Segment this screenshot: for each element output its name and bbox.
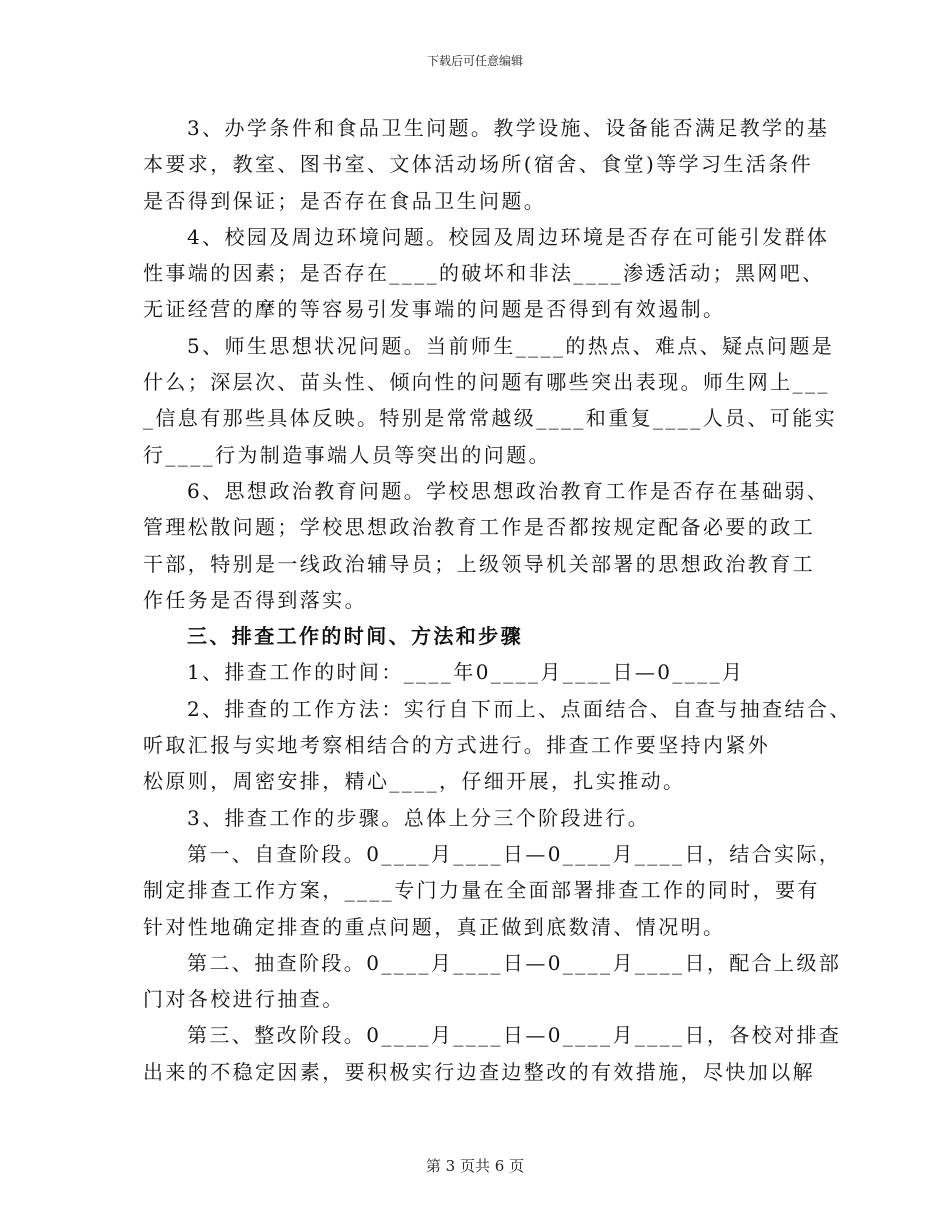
text-line: 是否得到保证；是否存在食品卫生问题。 xyxy=(143,188,547,213)
text-line: 针对性地确定排查的重点问题，真正做到底数清、情况明。 xyxy=(143,914,726,939)
text-line: 听取汇报与实地考察相结合的方式进行。排查工作要坚持内紧外 xyxy=(143,733,771,758)
text-line: 3、排查工作的步骤。总体上分三个阶段进行。 xyxy=(187,805,651,830)
text-line: 出来的不稳定因素，要积极实行边查边整改的有效措施，尽快加以解 xyxy=(143,1059,815,1084)
section-heading: 三、排查工作的时间、方法和步骤 xyxy=(187,624,523,649)
text-line: 什么；深层次、苗头性、倾向性的问题有哪些突出表现。师生网上___ xyxy=(143,370,830,395)
text-line: 本要求，教室、图书室、文体活动场所(宿舍、食堂)等学习生活条件 xyxy=(143,152,814,177)
text-line: 作任务是否得到落实。 xyxy=(143,587,367,612)
text-line: 第二、抽查阶段。0____月____日—0____月____日，配合上级部 xyxy=(187,950,842,975)
text-line: 2、排查的工作方法：实行自下而上、点面结合、自查与抽查结合、 xyxy=(187,696,852,721)
page-footer: 第 3 页共 6 页 xyxy=(425,1157,525,1175)
text-line: 门对各校进行抽查。 xyxy=(143,987,345,1012)
text-line: 松原则，周密安排，精心____，仔细开展，扎实推动。 xyxy=(143,769,686,794)
text-line: 行____行为制造事端人员等突出的问题。 xyxy=(143,442,551,467)
text-line: 3、办学条件和食品卫生问题。教学设施、设备能否满足教学的基 xyxy=(187,116,830,140)
text-line: 管理松散问题；学校思想政治教育工作是否都按规定配备必要的政工 xyxy=(143,515,815,540)
text-line: 6、思想政治教育问题。学校思想政治教育工作是否存在基础弱、 xyxy=(187,478,830,503)
document-body xyxy=(143,110,852,1090)
page-header: 下载后可任意编辑 xyxy=(426,54,523,68)
text-line: 第一、自查阶段。0____月____日—0____月____日，结合实际， xyxy=(187,841,842,866)
text-line: 性事端的因素；是否存在____的破坏和非法____渗透活动；黑网吧、 xyxy=(143,261,825,286)
text-line: 4、校园及周边环境问题。校园及周边环境是否存在可能引发群体 xyxy=(187,224,830,249)
text-line: 制定排查工作方案，____专门力量在全面部署排查工作的同时，要有 xyxy=(143,878,820,903)
text-line: 第三、整改阶段。0____月____日—0____月____日，各校对排查 xyxy=(187,1023,842,1048)
text-line: 1、排查工作的时间：____年0____月____日—0____月 xyxy=(187,660,745,685)
text-line: _信息有那些具体反映。特别是常常越级____和重复____人员、可能实 xyxy=(143,406,837,431)
text-line: 5、师生思想状况问题。当前师生____的热点、难点、疑点问题是 xyxy=(187,333,835,358)
text-line: 干部，特别是一线政治辅导员；上级领导机关部署的思想政治教育工 xyxy=(143,551,815,576)
text-line: 无证经营的摩的等容易引发事端的问题是否得到有效遏制。 xyxy=(143,297,726,322)
